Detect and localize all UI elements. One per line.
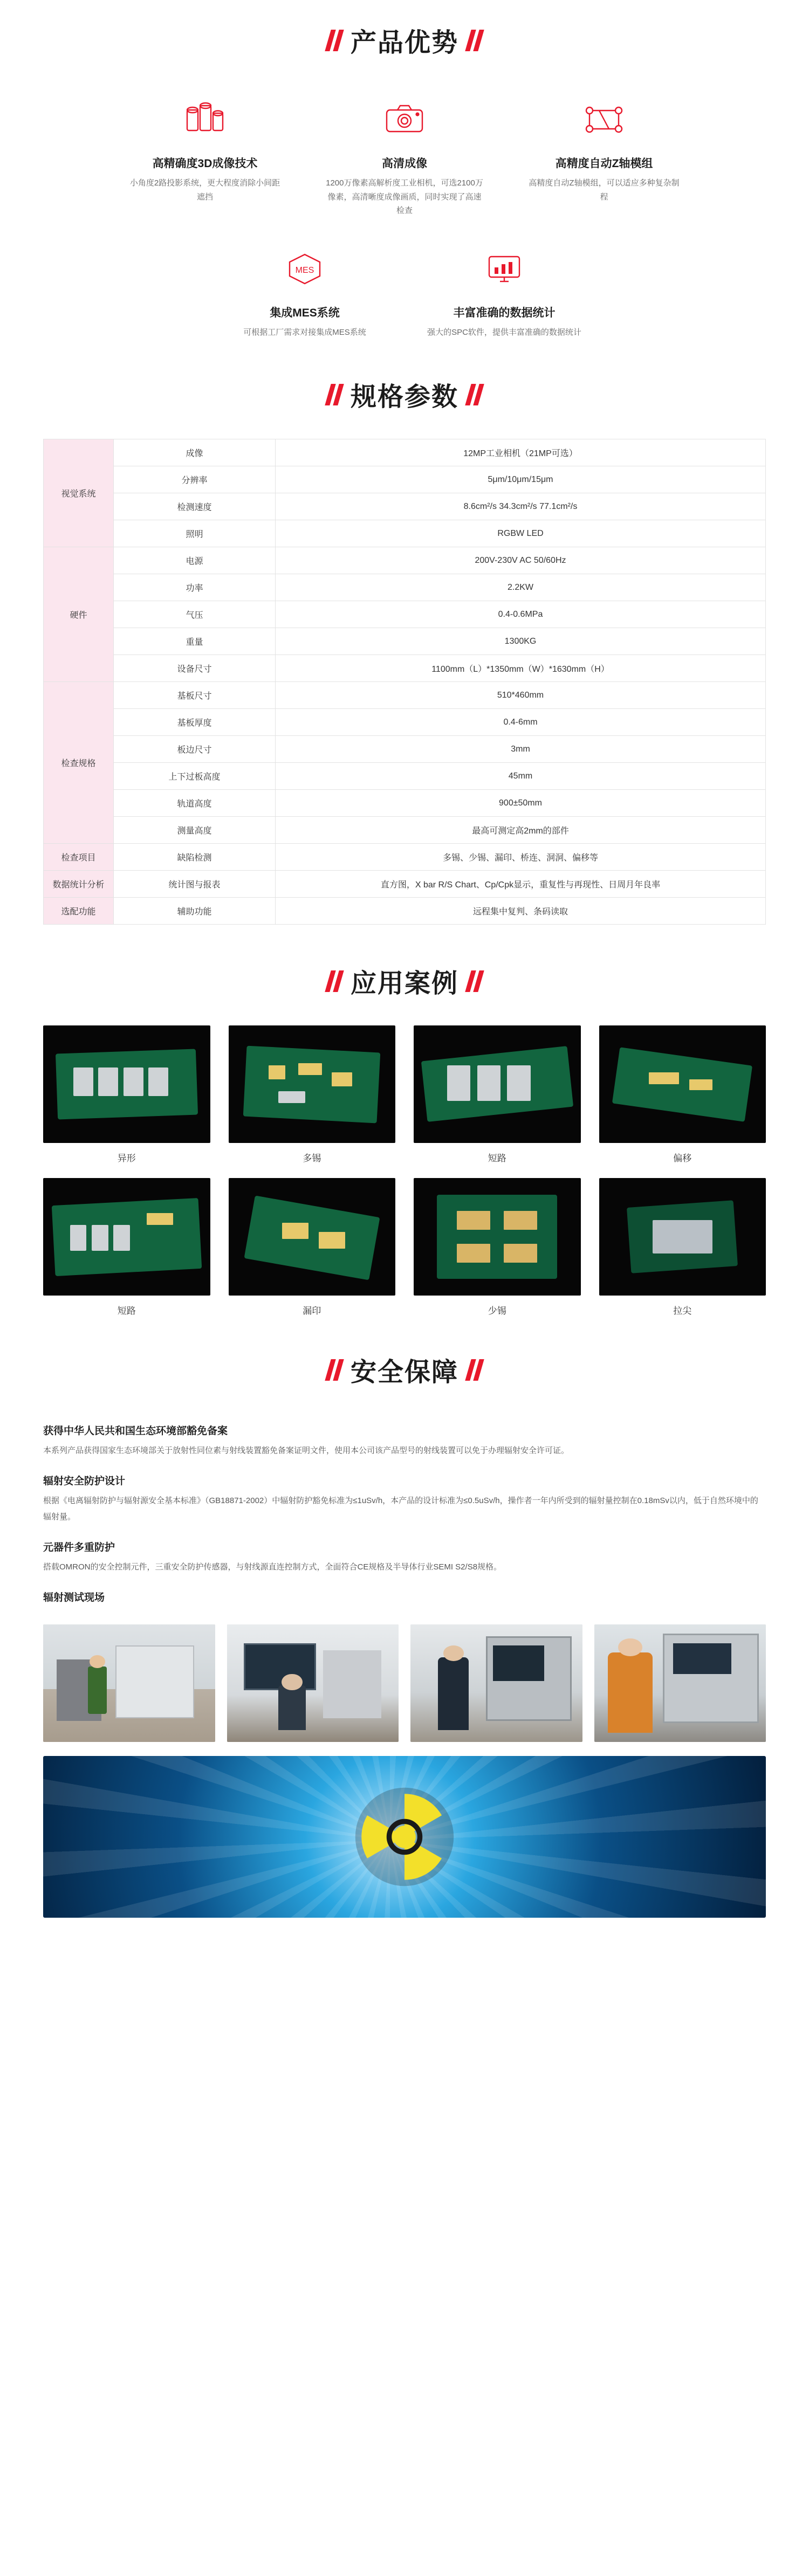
spec-key-cell: 统计图与报表 <box>114 871 276 898</box>
spec-category-cell: 视觉系统 <box>44 439 114 547</box>
spec-key-cell: 重量 <box>114 628 276 655</box>
safety-title <box>0 1351 809 1388</box>
spec-value-cell: 2.2KW <box>276 574 766 601</box>
inspector-with-machine <box>410 1624 582 1742</box>
section-heading: 安全保障 <box>350 1358 458 1387</box>
spec-category-cell: 硬件 <box>44 547 114 682</box>
safety-heading: 辐射安全防护设计 <box>43 1476 126 1487</box>
cases-title <box>0 962 809 1000</box>
data-statistics-icon <box>423 239 585 299</box>
spec-value-cell: 5μm/10μm/15μm <box>276 466 766 493</box>
advantage-item <box>523 90 685 218</box>
spec-section <box>0 376 809 935</box>
spec-category-cell: 检查项目 <box>44 844 114 871</box>
advantage-item <box>324 90 485 218</box>
z-axis-module-icon <box>523 90 685 149</box>
advantages-title <box>0 22 809 59</box>
spec-value-cell: 200V-230V AC 50/60Hz <box>276 547 766 574</box>
spec-value-cell: 多锡、少锡、漏印、桥连、洞洞、偏移等 <box>276 844 766 871</box>
case-image <box>414 1025 581 1143</box>
advantage-item <box>224 239 386 340</box>
advantage-item <box>124 90 286 218</box>
spec-value-cell: 远程集中复判、条码读取 <box>276 898 766 925</box>
safety-paragraph: 搭载OMRON的安全控制元件，三重安全防护传感器，与射线源直连控制方式，全面符合CE规格及半导体行业SEMI S2/S8规格。 <box>43 1562 502 1572</box>
case-image <box>599 1178 766 1296</box>
table-row <box>44 655 766 682</box>
table-row <box>44 628 766 655</box>
table-row <box>44 682 766 709</box>
spec-value-cell: 最高可测定高2mm的部件 <box>276 817 766 844</box>
spec-category-cell: 检查规格 <box>44 682 114 844</box>
spec-key-cell: 分辨率 <box>114 466 276 493</box>
spec-key-cell: 功率 <box>114 574 276 601</box>
advantages-section <box>0 22 809 345</box>
section-heading: 应用案例 <box>350 969 458 998</box>
advantage-desc: 高精度自动Z轴模组，可以适应多种复杂制程 <box>529 178 680 202</box>
case-caption: 短路 <box>488 1153 506 1163</box>
advantage-desc: 小角度2路投影系统，更大程度消除小间距遮挡 <box>129 178 280 202</box>
3d-imaging-icon <box>124 90 286 149</box>
safety-paragraph: 根据《电离辐射防护与辐射源安全基本标准》（GB18871-2002）中辐射防护豁免标准为≤1uSv/h，本产品的设计标准为≤0.5uSv/h，操作者一年内所受到的辐射量控制在0.18mSv以内，低于自然环境中的辐射量。 <box>43 1496 758 1521</box>
title-slashes-right-icon <box>468 30 481 51</box>
spec-key-cell: 辅助功能 <box>114 898 276 925</box>
page-title: 产品优势 <box>350 29 458 57</box>
spec-key-cell: 基板厚度 <box>114 709 276 736</box>
svg-text:MES: MES <box>295 265 314 275</box>
table-row <box>44 709 766 736</box>
table-row <box>44 736 766 763</box>
case-item <box>43 1178 210 1317</box>
table-row <box>44 574 766 601</box>
case-image <box>414 1178 581 1296</box>
advantage-desc: 1200万像素高解析度工业相机，可选2100万像素，高清晰度成像画质，同时实现了高速检查 <box>326 178 483 215</box>
table-row <box>44 817 766 844</box>
operator-at-monitor <box>227 1624 399 1742</box>
title-slashes-left-icon <box>328 30 341 51</box>
spec-key-cell: 测量高度 <box>114 817 276 844</box>
case-image <box>43 1178 210 1296</box>
case-item <box>599 1025 766 1164</box>
case-image <box>229 1178 396 1296</box>
spec-value-cell: 直方图，X bar R/S Chart、Cp/Cpk显示，重复性与再现性、日周月年良率 <box>276 871 766 898</box>
technician-measuring-equipment <box>43 1624 215 1742</box>
table-row <box>44 763 766 790</box>
table-row <box>44 466 766 493</box>
table-row <box>44 547 766 574</box>
advantage-desc: 强大的SPC软件，提供丰富准确的数据统计 <box>427 327 581 337</box>
spec-value-cell: 45mm <box>276 763 766 790</box>
table-row <box>44 439 766 466</box>
table-row <box>44 520 766 547</box>
title-slashes-right-icon <box>468 384 481 405</box>
case-caption: 短路 <box>117 1306 136 1316</box>
case-image <box>43 1025 210 1143</box>
spec-value-cell: 510*460mm <box>276 682 766 709</box>
safety-section <box>0 1351 809 1939</box>
table-row <box>44 493 766 520</box>
spec-value-cell: 3mm <box>276 736 766 763</box>
table-row <box>44 898 766 925</box>
radiation-symbol-banner <box>43 1756 766 1918</box>
table-row <box>44 790 766 817</box>
mes-system-icon <box>224 239 386 299</box>
spec-title <box>0 376 809 413</box>
case-caption: 偏移 <box>673 1153 692 1163</box>
safety-heading: 辐射测试现场 <box>43 1592 105 1603</box>
spec-value-cell: 0.4-6mm <box>276 709 766 736</box>
title-slashes-left-icon <box>328 970 341 992</box>
spec-key-cell: 轨道高度 <box>114 790 276 817</box>
case-item <box>414 1178 581 1317</box>
case-item <box>599 1178 766 1317</box>
spec-value-cell: 1300KG <box>276 628 766 655</box>
case-item <box>229 1025 396 1164</box>
case-caption: 少锡 <box>488 1306 506 1316</box>
advantage-title: 高精确度3D成像技术 <box>152 157 258 170</box>
case-caption: 漏印 <box>303 1306 321 1316</box>
spec-key-cell: 设备尺寸 <box>114 655 276 682</box>
spec-key-cell: 基板尺寸 <box>114 682 276 709</box>
spec-key-cell: 电源 <box>114 547 276 574</box>
radiation-trefoil-icon <box>353 1786 456 1888</box>
safety-paragraph: 本系列产品获得国家生态环境部关于放射性同位素与射线装置豁免备案证明文件，使用本公司该产品型号的射线装置可以免于办理辐射安全许可证。 <box>43 1446 570 1455</box>
spec-table <box>43 439 766 925</box>
case-caption: 多锡 <box>303 1153 321 1163</box>
case-item <box>229 1178 396 1317</box>
case-caption: 拉尖 <box>673 1306 692 1316</box>
case-item <box>414 1025 581 1164</box>
spec-value-cell: 12MP工业相机（21MP可选） <box>276 439 766 466</box>
camera-icon <box>324 90 485 149</box>
safety-heading: 元器件多重防护 <box>43 1542 115 1553</box>
spec-value-cell: 8.6cm²/s 34.3cm²/s 77.1cm²/s <box>276 493 766 520</box>
spec-key-cell: 板边尺寸 <box>114 736 276 763</box>
title-slashes-right-icon <box>468 970 481 992</box>
spec-key-cell: 照明 <box>114 520 276 547</box>
spec-key-cell: 气压 <box>114 601 276 628</box>
spec-value-cell: 0.4-0.6MPa <box>276 601 766 628</box>
case-caption: 异形 <box>117 1153 136 1163</box>
table-row <box>44 871 766 898</box>
case-image <box>229 1025 396 1143</box>
case-image <box>599 1025 766 1143</box>
spec-key-cell: 缺陷检测 <box>114 844 276 871</box>
table-row <box>44 844 766 871</box>
advantage-title: 丰富准确的数据统计 <box>453 306 556 319</box>
spec-value-cell: 1100mm（L）*1350mm（W）*1630mm（H） <box>276 655 766 682</box>
advantage-item <box>423 239 585 340</box>
spec-category-cell: 选配功能 <box>44 898 114 925</box>
title-slashes-right-icon <box>468 1359 481 1381</box>
spec-value-cell: 900±50mm <box>276 790 766 817</box>
spec-key-cell: 检测速度 <box>114 493 276 520</box>
safety-heading: 获得中华人民共和国生态环境部豁免备案 <box>43 1425 228 1437</box>
spec-value-cell: RGBW LED <box>276 520 766 547</box>
engineer-operating-panel <box>594 1624 766 1742</box>
title-slashes-left-icon <box>328 384 341 405</box>
advantage-title: 集成MES系统 <box>270 306 340 319</box>
cases-section <box>0 962 809 1333</box>
spec-key-cell: 成像 <box>114 439 276 466</box>
spec-category-cell: 数据统计分析 <box>44 871 114 898</box>
section-heading: 规格参数 <box>350 383 458 411</box>
advantage-title: 高清成像 <box>382 157 427 170</box>
spec-key-cell: 上下过板高度 <box>114 763 276 790</box>
advantage-title: 高精度自动Z轴模组 <box>555 157 653 170</box>
advantage-desc: 可根据工厂需求对接集成MES系统 <box>243 327 366 337</box>
case-item <box>43 1025 210 1164</box>
title-slashes-left-icon <box>328 1359 341 1381</box>
table-row <box>44 601 766 628</box>
